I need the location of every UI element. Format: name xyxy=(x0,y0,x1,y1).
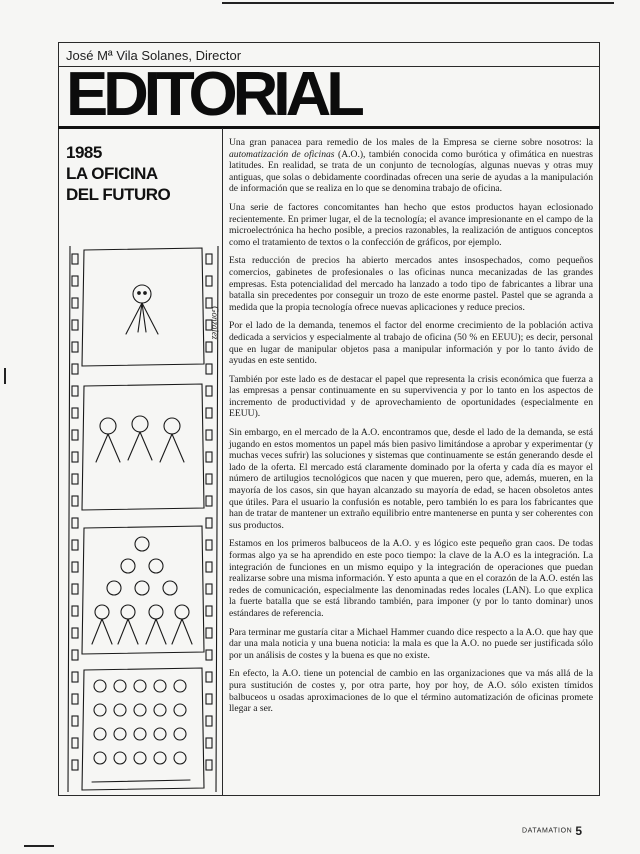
masthead-title: EDITORIAL xyxy=(66,66,360,124)
page-number: 5 xyxy=(575,823,582,838)
magazine-name: DATAMATION xyxy=(521,827,573,835)
paragraph-4: Por el lado de la demanda, tenemos el factor del enorme crecimiento de la población activa dedicada a servicios y especialmente al trabajo de oficina (50 % en EEUU); es decir, personal que en lugar de manipular objetos pasa a manipular información y por lo tanto ávido de ayudas en este sentido. xyxy=(229,320,593,367)
scan-mark-left xyxy=(4,368,6,384)
emphasis-term: automatización de oficinas xyxy=(229,148,335,160)
paragraph-3: Esta reducción de precios ha abierto mercados antes insospechados, como pequeños comercios, gabinetes de profesionales o las oficinas nunca mecanizadas de las grandes empresas. Esta potencialidad del mercado ha lanzado a todo tipo de fabricantes a librar una batalla sin precedentes por conseguir un trozo de este enorme pastel. Pastel que se agranda a medida que la propia tecnología ofrece nuevas aplicaciones y reduce precios. xyxy=(229,255,593,313)
paragraph-6: Sin embargo, en el mercado de la A.O. encontramos que, desde el lado de la demanda, se está jugando en estos momentos un papel más bien pasivo limitándose a aprobar y experimentar (y muchas veces sufrir) las soluciones y sistemas que continuamente se están generando desde el lado de la oferta. El mercado está claramente dominado por la oferta y cada día es mayor el número de artilugios tecnológicos que nacen y que mueren, pero que, además, mueren, en la mayoría de los casos, sin que hayan alcanzado su mayoría de edad, se hacen obsoletos antes que útiles. Para el usuario la confusión es notable, pero también lo es para los fabricantes que han de tratar de mantener un extraño equilibrio entre mantenerse en punta y ser coherentes con sus productos. xyxy=(229,427,593,531)
paragraph-8: Para terminar me gustaría citar a Michael Hammer cuando dice respecto a la A.O. que hay que dar una mala noticia y una buena noticia: la mala es que la A.O. no puede ser justificada sólo por un análisis de costes y la buena es que no existe. xyxy=(229,626,593,661)
masthead-rule xyxy=(58,126,600,129)
paragraph-5: También por este lado es de destacar el papel que representa la crisis económica que fuerza a las empresas a pensar continuamente en su supervivencia y por lo tanto en los aspectos de incremento de productividad y de aprovechamiento de oportunidades (especialmente en EEUU). xyxy=(229,373,593,420)
paragraph-9: En efecto, la A.O. tiene un potencial de cambio en las organizaciones que va más allá de la pura sustitución de costes y, por otra parte, hoy por hoy, de A.O. sólo existen tímidos balbuceos u osadas aproximaciones de lo que el término automatización de oficinas promete llegar a ser. xyxy=(229,668,593,715)
headline-line-2: LA OFICINA xyxy=(66,164,158,183)
paragraph-2: Una serie de factores concomitantes han hecho que estos productos hayan eclosionado recientemente. En primer lugar, el de la tecnología; el avance impresionante en el campo de la microelectrónica ha hecho posible, a precios razonables, la realización de antiguos conceptos como el tratamiento de textos o la confección de gráficos, por ejemplo. xyxy=(229,201,593,248)
column-divider xyxy=(222,128,223,796)
headline-year: 1985 xyxy=(66,143,102,162)
film-strip-cartoon-icon xyxy=(66,246,220,792)
headline-line-3: DEL FUTURO xyxy=(66,185,171,204)
article-body xyxy=(229,137,593,722)
article-headline xyxy=(66,142,216,205)
director-byline: José Mª Vila Solanes, Director xyxy=(66,48,242,63)
scan-mark-top xyxy=(222,2,614,4)
paragraph-7: Estamos en los primeros balbuceos de la A.O. y es lógico este pequeño gran caos. De todas formas algo ya se ha aprendido en este poco tiempo: la clave de la A.O es la integración. La integración de funciones en un mismo equipo y la integración de operaciones que puedan realizarse sobre una misma información. Y esto apunta a que en el corazón de la A.O. estén las redes de comunicación, especialmente las denominadas redes locales (LAN). Lo que explica la fuerte batalla que se está librando también, para imponer (y por lo tanto dominar) unos estándares de referencia. xyxy=(229,538,593,619)
page-footer xyxy=(522,822,582,840)
cartoon-signature: Gonzalez xyxy=(210,306,220,340)
paragraph-1: Una gran panacea para remedio de los males de la Empresa se cierne sobre nosotros: la automatización de oficinas (A.O.), también conocida como burótica y ofimática en nuestras latitudes. En realidad, se trata de un conjunto de tecnologías, algunas nuevas y otras muy antiguas, que solas o debidamente coordinadas ofrecen una serie de ayudas a la manipulación de información que se realiza en lo que se denomina trabajo de oficina. xyxy=(229,137,594,195)
scan-mark-bottom xyxy=(24,845,54,847)
